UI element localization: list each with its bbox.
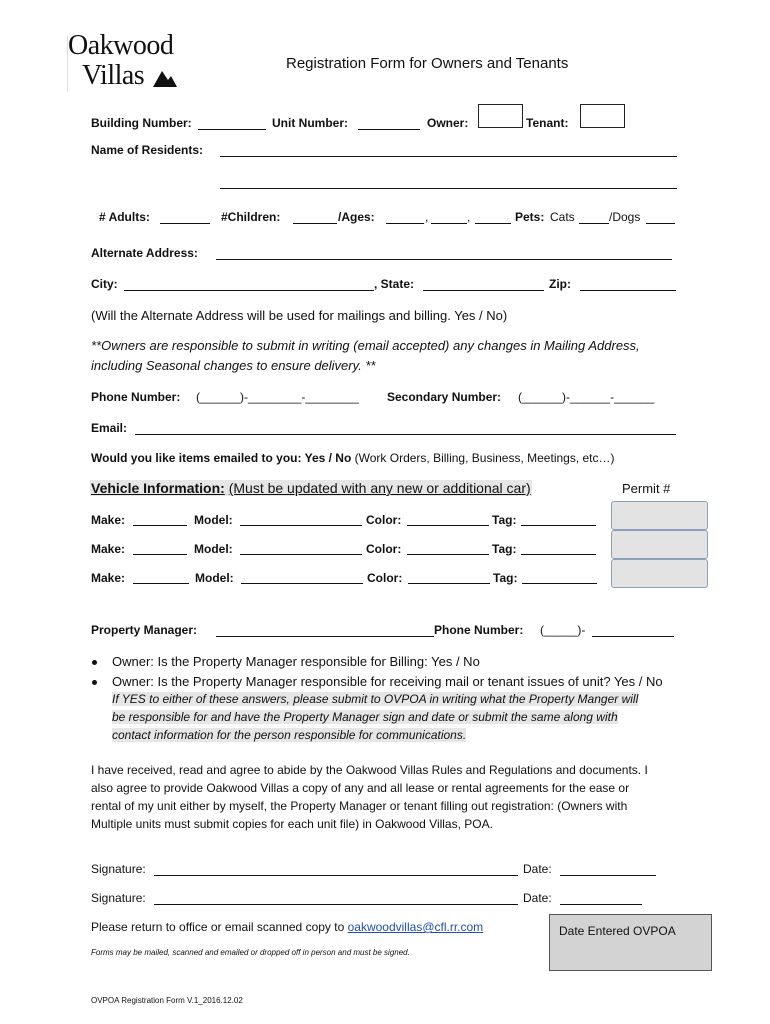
property-manager-field[interactable] <box>216 636 434 637</box>
signature-1-label: Signature: <box>91 862 146 876</box>
vehicle-1-tag-field[interactable] <box>521 525 596 526</box>
property-manager-label: Property Manager: <box>91 623 198 637</box>
emailed-question-bold: Would you like items emailed to you: Yes / No <box>91 451 352 465</box>
pm-phone-field[interactable] <box>592 636 674 637</box>
secondary-number-label: Secondary Number: <box>387 390 502 404</box>
state-field[interactable] <box>423 290 544 291</box>
vehicle-1-make-field[interactable] <box>133 525 187 526</box>
vehicle-1-model-field[interactable] <box>240 525 362 526</box>
pets-label: Pets: <box>515 210 545 224</box>
permit-box-1[interactable] <box>611 501 708 530</box>
vehicle-heading-bold: Vehicle Information: <box>91 480 225 496</box>
comma-1: , <box>425 210 429 224</box>
alternate-address-note: (Will the Alternate Address will be used for mailings and billing. Yes / No) <box>91 308 508 323</box>
comma-2: , <box>467 210 471 224</box>
owners-note-line-2: including Seasonal changes to ensure delivery. ** <box>91 358 376 373</box>
email-field[interactable] <box>135 434 676 435</box>
pm-phone-prefix: (_____)- <box>540 623 586 637</box>
residents-label: Name of Residents: <box>91 143 204 157</box>
cats-field[interactable] <box>579 223 609 224</box>
agreement-line-4: Multiple units must submit copies for each unit file) in Oakwood Villas, POA. <box>91 817 493 831</box>
ages-label: /Ages: <box>338 210 375 224</box>
footer-version: OVPOA Registration Form V.1_2016.12.02 <box>91 996 243 1005</box>
forms-note: Forms may be mailed, scanned and emailed or dropped off in person and must be signed. <box>91 948 410 957</box>
email-link[interactable]: oakwoodvillas@cfl.rr.com <box>347 920 484 934</box>
vehicle-1-tag-label: Tag: <box>492 513 517 527</box>
date-entered-label: Date Entered OVPOA <box>559 924 676 938</box>
cats-label: Cats <box>550 210 575 224</box>
residents-field-2[interactable] <box>220 188 677 189</box>
secondary-number-field[interactable]: (______)-______-______ <box>518 390 655 404</box>
vehicle-3-tag-field[interactable] <box>522 583 597 584</box>
bullet-dot-2 <box>92 680 97 685</box>
vehicle-3-tag-label: Tag: <box>493 571 518 585</box>
alternate-address-field[interactable] <box>216 259 672 260</box>
vehicle-1-color-label: Color: <box>366 513 402 527</box>
logo-oakwood: Oakwood <box>68 30 174 61</box>
vehicle-2-make-field[interactable] <box>133 554 187 555</box>
city-label: City: <box>91 277 118 291</box>
emailed-question <box>91 451 615 465</box>
unit-number-field[interactable] <box>358 129 420 130</box>
age-field-1[interactable] <box>386 223 424 224</box>
email-label: Email: <box>91 421 128 435</box>
owner-label: Owner: <box>427 116 469 130</box>
bullet-mail: Owner: Is the Property Manager responsible for receiving mail or tenant issues of unit? Yes / No <box>112 674 663 689</box>
date-entered-box <box>549 914 712 971</box>
tenant-label: Tenant: <box>526 116 569 130</box>
vehicle-3-color-label: Color: <box>367 571 403 585</box>
age-field-2[interactable] <box>431 223 467 224</box>
date-2-label: Date: <box>523 891 552 905</box>
vehicle-1-make-label: Make: <box>91 513 126 527</box>
zip-label: Zip: <box>549 277 571 291</box>
agreement-line-2: also agree to provide Oakwood Villas a copy of any and all lease or rental agreements for the ease or <box>91 781 630 795</box>
if-yes-line-2: be responsible for and have the Property Manager sign and date or submit the same along with <box>112 710 618 724</box>
logo-divider <box>67 36 68 92</box>
signature-1-field[interactable] <box>154 875 518 876</box>
vehicle-2-model-label: Model: <box>194 542 233 556</box>
tenant-checkbox[interactable] <box>580 104 625 128</box>
vehicle-1-color-field[interactable] <box>407 525 489 526</box>
vehicle-2-model-field[interactable] <box>240 554 362 555</box>
vehicle-3-model-label: Model: <box>195 571 234 585</box>
date-2-field[interactable] <box>560 904 642 905</box>
building-number-label: Building Number: <box>91 116 192 130</box>
vehicle-3-model-field[interactable] <box>241 583 363 584</box>
unit-number-label: Unit Number: <box>272 116 348 130</box>
bullet-dot-1 <box>92 660 97 665</box>
building-number-field[interactable] <box>198 129 266 130</box>
signature-2-field[interactable] <box>154 904 518 905</box>
vehicle-3-color-field[interactable] <box>408 583 490 584</box>
adults-label: # Adults: <box>99 210 150 224</box>
if-yes-line-1: If YES to either of these answers, please submit to OVPOA in writing what the Property Manger will <box>112 692 639 706</box>
vehicle-2-tag-field[interactable] <box>521 554 596 555</box>
pm-phone-label: Phone Number: <box>434 623 524 637</box>
permit-box-2[interactable] <box>611 530 708 559</box>
return-text-label: Please return to office or email scanned copy to <box>91 920 345 934</box>
vehicle-heading-note: (Must be updated with any new or additional car) <box>228 480 531 496</box>
if-yes-line-3: contact information for the person responsible for communications. <box>112 728 467 742</box>
vehicle-heading <box>90 480 532 496</box>
logo-villas: Villas <box>82 60 145 91</box>
vehicle-1-model-label: Model: <box>194 513 233 527</box>
emailed-question-rest: (Work Orders, Billing, Business, Meetings, etc…) <box>354 451 615 465</box>
vehicle-2-color-field[interactable] <box>407 554 489 555</box>
signature-2-label: Signature: <box>91 891 146 905</box>
age-field-3[interactable] <box>475 223 511 224</box>
vehicle-3-make-field[interactable] <box>133 583 189 584</box>
phone-number-label: Phone Number: <box>91 390 181 404</box>
bullet-billing: Owner: Is the Property Manager responsible for Billing: Yes / No <box>112 654 480 669</box>
phone-number-field[interactable]: (______)-________-________ <box>196 390 359 404</box>
children-field[interactable] <box>293 223 337 224</box>
date-1-field[interactable] <box>560 875 656 876</box>
zip-field[interactable] <box>580 290 676 291</box>
agreement-line-3: rental of my unit either by myself, the Property Manager or tenant filling out registration: (Owners with <box>91 799 628 813</box>
agreement-line-1: I have received, read and agree to abide by the Oakwood Villas Rules and Regulations and documents. I <box>91 763 648 777</box>
state-label: , State: <box>374 277 415 291</box>
adults-field[interactable] <box>160 223 210 224</box>
children-label: #Children: <box>221 210 281 224</box>
owners-note-line-1: **Owners are responsible to submit in writing (email accepted) any changes in Mailing Address, <box>91 338 640 353</box>
city-field[interactable] <box>124 290 374 291</box>
vehicle-2-make-label: Make: <box>91 542 126 556</box>
vehicle-3-make-label: Make: <box>91 571 126 585</box>
permit-box-3[interactable] <box>611 559 708 588</box>
dogs-field[interactable] <box>646 223 675 224</box>
residents-field-1[interactable] <box>220 156 677 157</box>
permit-label: Permit # <box>622 481 671 496</box>
dogs-label: /Dogs <box>609 210 641 224</box>
alternate-address-label: Alternate Address: <box>91 246 198 260</box>
return-text <box>91 920 483 934</box>
owner-checkbox[interactable] <box>478 104 523 128</box>
page-title: Registration Form for Owners and Tenants <box>286 55 569 72</box>
date-1-label: Date: <box>523 862 552 876</box>
vehicle-2-color-label: Color: <box>366 542 402 556</box>
logo-house-icon <box>152 68 178 88</box>
vehicle-2-tag-label: Tag: <box>492 542 517 556</box>
